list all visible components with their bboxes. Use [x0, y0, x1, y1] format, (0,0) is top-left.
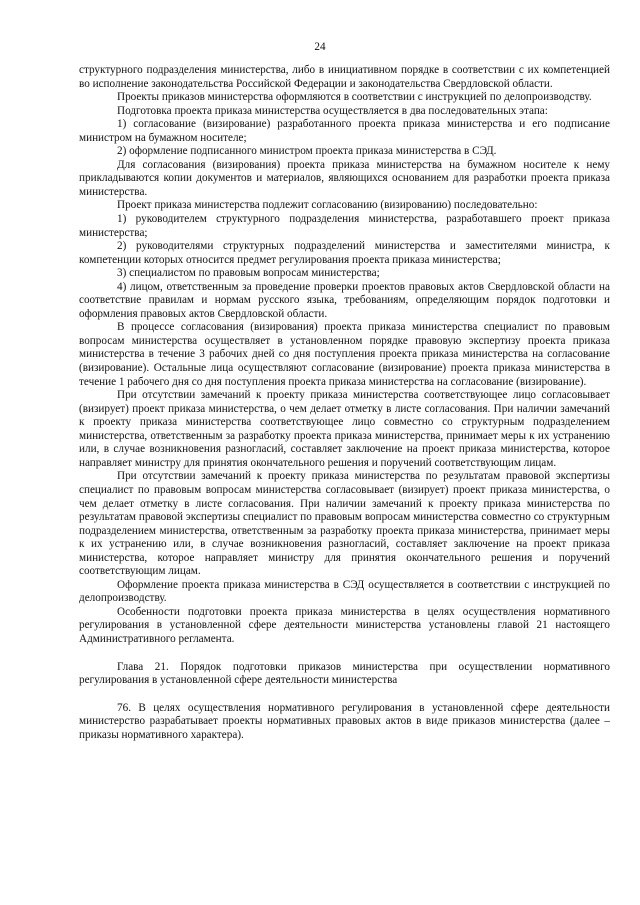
list-item-approver-3: 3) специалистом по правовым вопросам министерства; [117, 267, 380, 280]
paragraph-stages: Подготовка проекта приказа министерства осуществляется в два последовательных этапа: [117, 104, 548, 117]
paragraph-legal-review: В процессе согласования (визирования) проекта приказа министерства специалист по правовым вопросам министерства осуществляет в установленном порядке правовую экспертизу проекта приказа министерства в течение 3 рабочих дней со дня поступления проекта приказа министерства на согласование (визирование). Остальные лица осуществляют согласование (визирование) проекта приказа министерства в течение 1 рабочего дня со дня поступления проекта приказа министерства на согласование (визирование). [79, 321, 610, 388]
paragraph-legal-expertise: При отсутствии замечаний к проекту приказа министерства по результатам правовой экспертизы специалист по правовым вопросам министерства согласовывает (визирует) проект приказа министерства, о чем делает отметку в листе согласования. При наличии замечаний к проекту приказа министерства по результатам правовой экспертизы специалист по правовым вопросам министерства совместно со структурным подразделением министерства, ответственным за разработку проекта приказа министерства, принимает меры к их устранению или, в случае возникновения разногласий, составляет заключение на проект приказа министерства, которое направляет министру для принятия окончательного решения и поручений соответствующим лицам. [79, 470, 610, 578]
list-item-approver-4: 4) лицом, ответственным за проведение проверки проектов правовых актов Свердловской области на соответствие правилам и нормам русского языка, требованиям, определяющим порядок подготовки и оформления правовых актов Свердловской области. [79, 280, 610, 320]
page-number: 24 [314, 41, 326, 53]
list-item-stage-1: 1) согласование (визирование) разработанного проекта приказа министерства и его подписание министром на бумажном носителе; [79, 118, 610, 144]
list-item-approver-1: 1) руководителем структурного подразделения министерства, разработавшего проект приказа министерства; [79, 213, 610, 239]
spacer [79, 688, 610, 702]
paragraph-attachments: Для согласования (визирования) проекта приказа министерства на бумажном носителе к нему прикладываются копии документов и материалов, являющихся основанием для разработки проекта приказа министерства. [79, 158, 610, 198]
paragraph-specifics: Особенности подготовки проекта приказа министерства в целях осуществления нормативного регулирования в установленной сфере деятельности министерства установлены главой 21 настоящего Административного регламента. [79, 605, 610, 645]
document-body [79, 64, 610, 742]
paragraph-sed: Оформление проекта приказа министерства в СЭД осуществляется в соответствии с инструкцией по делопроизводству. [79, 578, 610, 605]
list-item-approver-2: 2) руководителями структурных подразделений министерства и заместителями министра, к компетенции которых относится предмет регулирования проекта приказа министерства; [79, 240, 610, 266]
spacer [79, 647, 610, 661]
paragraph-continuation: структурного подразделения министерства, либо в инициативном порядке в соответствии с их компетенцией во исполнение законодательства Российской Федерации и законодательства Свердловской области. [79, 64, 610, 90]
paragraph-approval-order: Проект приказа министерства подлежит согласованию (визированию) последовательно: [117, 199, 538, 212]
paragraph-no-remarks: При отсутствии замечаний к проекту приказа министерства соответствующее лицо согласовывает (визирует) проект приказа министерства, о чем делает отметку в листе согласования. При наличии замечаний к проекту приказа министерства соответствующее лицо совместно со структурным подразделением министерства, ответственным за разработку проекта приказа министерства, принимает меры к их устранению или, в случае возникновения разногласий, составляет заключение на проект приказа министерства, которое направляет министру для принятия окончательного решения и поручений соответствующим лицам. [79, 389, 610, 469]
section-76: 76. В целях осуществления нормативного регулирования в установленной сфере деятельности министерство разрабатывает проекты нормативных правовых актов в виде приказов министерства (далее – приказы нормативного характера). [79, 701, 610, 741]
list-item-stage-2: 2) оформление подписанного министром проекта приказа министерства в СЭД. [117, 145, 497, 158]
chapter-heading: Глава 21. Порядок подготовки приказов министерства при осуществлении нормативного регулирования в установленной сфере деятельности министерства [79, 660, 610, 687]
paragraph-instruction: Проекты приказов министерства оформляются в соответствии с инструкцией по делопроизводству. [117, 91, 592, 104]
